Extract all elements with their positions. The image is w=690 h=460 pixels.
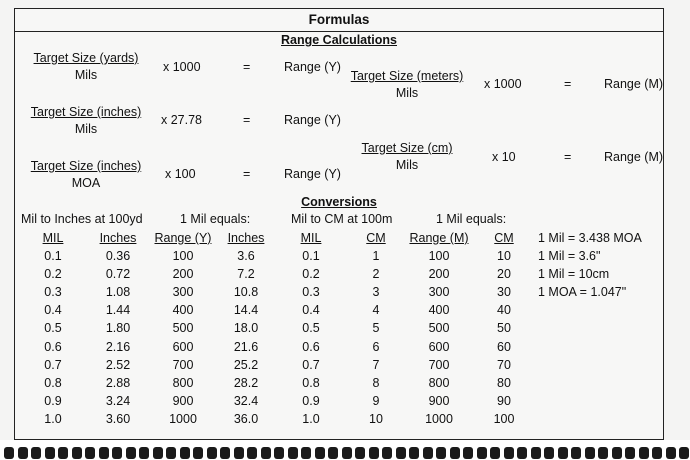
left-group-column-header: Inches xyxy=(99,231,137,245)
title-divider xyxy=(14,31,664,32)
binding-ring xyxy=(382,447,392,459)
table-cell: 5 xyxy=(372,321,380,335)
table-cell: 0.1 xyxy=(44,249,62,263)
table-cell: 8 xyxy=(372,376,380,390)
table-cell: 10 xyxy=(497,249,511,263)
left-group-column-header: Range (Y) xyxy=(154,231,212,245)
table-cell: 0.7 xyxy=(44,358,62,372)
table-cell: 500 xyxy=(172,321,194,335)
table-cell: 18.0 xyxy=(233,321,259,335)
binding-ring xyxy=(247,447,257,459)
left-group-column-header: MIL xyxy=(42,231,64,245)
table-cell: 2 xyxy=(372,267,380,281)
binding-ring xyxy=(598,447,608,459)
binding-ring xyxy=(99,447,109,459)
binding-ring xyxy=(450,447,460,459)
binding-ring xyxy=(477,447,487,459)
table-cell: 3.24 xyxy=(105,394,131,408)
formula-multiplier: x 100 xyxy=(165,167,196,181)
table-cell: 1.44 xyxy=(105,303,131,317)
binding-ring xyxy=(639,447,649,459)
table-cell: 1000 xyxy=(169,412,197,426)
table-cell: 0.8 xyxy=(44,376,62,390)
binding-ring xyxy=(301,447,311,459)
formula-equals: = xyxy=(243,113,251,127)
table-cell: 40 xyxy=(497,303,511,317)
binding-ring xyxy=(72,447,82,459)
formula-result: Range (Y) xyxy=(284,167,341,181)
table-cell: 1.0 xyxy=(44,412,62,426)
mil-to-cm-title: Mil to CM at 100m xyxy=(291,212,393,226)
table-cell: 2.88 xyxy=(105,376,131,390)
table-cell: 0.9 xyxy=(44,394,62,408)
table-cell: 800 xyxy=(428,376,450,390)
table-cell: 700 xyxy=(172,358,194,372)
table-cell: 14.4 xyxy=(233,303,259,317)
table-cell: 500 xyxy=(428,321,450,335)
range-calculations-heading: Range Calculations xyxy=(281,33,397,47)
formula-equals: = xyxy=(564,77,572,91)
table-cell: 80 xyxy=(497,376,511,390)
formula-denominator: Mils xyxy=(74,68,98,82)
formula-multiplier: x 27.78 xyxy=(161,113,203,127)
binding-ring xyxy=(4,447,14,459)
table-cell: 28.2 xyxy=(233,376,259,390)
binding-ring xyxy=(193,447,203,459)
table-cell: 800 xyxy=(172,376,194,390)
binding-ring xyxy=(180,447,190,459)
table-cell: 36.0 xyxy=(233,412,259,426)
formula-multiplier: x 1000 xyxy=(484,77,522,91)
formula-denominator: MOA xyxy=(71,176,101,190)
page-title: Formulas xyxy=(308,12,370,27)
binding-ring xyxy=(288,447,298,459)
binding-ring xyxy=(652,447,662,459)
table-cell: 90 xyxy=(497,394,511,408)
binding-ring xyxy=(679,447,689,459)
table-cell: 0.36 xyxy=(105,249,131,263)
binding-ring xyxy=(490,447,500,459)
mil-equals-inches-title: 1 Mil equals: xyxy=(180,212,251,226)
binding-ring xyxy=(355,447,365,459)
binding-ring xyxy=(369,447,379,459)
table-cell: 0.8 xyxy=(302,376,320,390)
right-group-column-header: MIL xyxy=(300,231,322,245)
table-cell: 7 xyxy=(372,358,380,372)
table-cell: 0.9 xyxy=(302,394,320,408)
formula-equals: = xyxy=(243,60,251,74)
binding-ring xyxy=(436,447,446,459)
binding-ring xyxy=(517,447,527,459)
table-cell: 300 xyxy=(428,285,450,299)
table-cell: 30 xyxy=(497,285,511,299)
binding-ring xyxy=(261,447,271,459)
conversions-heading: Conversions xyxy=(301,195,377,209)
binding-ring xyxy=(544,447,554,459)
table-cell: 0.72 xyxy=(105,267,131,281)
binding-ring xyxy=(585,447,595,459)
table-cell: 900 xyxy=(428,394,450,408)
table-cell: 1000 xyxy=(425,412,453,426)
table-cell: 0.3 xyxy=(44,285,62,299)
formula-numerator: Target Size (cm) xyxy=(361,141,453,155)
binding-ring xyxy=(18,447,28,459)
table-cell: 0.7 xyxy=(302,358,320,372)
binding-ring xyxy=(139,447,149,459)
binding-ring xyxy=(207,447,217,459)
right-group-column-header: Range (M) xyxy=(409,231,469,245)
table-cell: 21.6 xyxy=(233,340,259,354)
table-cell: 2.16 xyxy=(105,340,131,354)
table-cell: 1.0 xyxy=(302,412,320,426)
table-cell: 0.1 xyxy=(302,249,320,263)
table-cell: 200 xyxy=(172,267,194,281)
table-cell: 0.5 xyxy=(302,321,320,335)
table-cell: 7.2 xyxy=(237,267,255,281)
table-cell: 700 xyxy=(428,358,450,372)
table-cell: 100 xyxy=(493,412,515,426)
binding-ring xyxy=(328,447,338,459)
table-cell: 0.4 xyxy=(302,303,320,317)
binding-ring xyxy=(112,447,122,459)
table-cell: 400 xyxy=(428,303,450,317)
table-cell: 50 xyxy=(497,321,511,335)
formula-numerator: Target Size (yards) xyxy=(33,51,139,65)
binding-ring xyxy=(153,447,163,459)
table-cell: 3 xyxy=(372,285,380,299)
formula-result: Range (Y) xyxy=(284,113,341,127)
table-cell: 9 xyxy=(372,394,380,408)
right-group-column-header: CM xyxy=(366,231,386,245)
table-cell: 2.52 xyxy=(105,358,131,372)
formula-numerator: Target Size (inches) xyxy=(30,105,142,119)
binding-ring xyxy=(531,447,541,459)
table-cell: 600 xyxy=(172,340,194,354)
table-cell: 0.3 xyxy=(302,285,320,299)
table-cell: 0.2 xyxy=(44,267,62,281)
table-cell: 60 xyxy=(497,340,511,354)
binding-ring xyxy=(126,447,136,459)
mil-to-inches-title: Mil to Inches at 100yd xyxy=(21,212,143,226)
table-cell: 3.60 xyxy=(105,412,131,426)
table-cell: 1.80 xyxy=(105,321,131,335)
binding-ring xyxy=(409,447,419,459)
binding-ring xyxy=(342,447,352,459)
binding-ring xyxy=(423,447,433,459)
fact-mil-inches: 1 Mil = 3.6" xyxy=(538,249,601,263)
table-cell: 900 xyxy=(172,394,194,408)
binding-ring xyxy=(166,447,176,459)
table-cell: 0.6 xyxy=(44,340,62,354)
binding-ring xyxy=(612,447,622,459)
binding-ring xyxy=(396,447,406,459)
table-cell: 20 xyxy=(497,267,511,281)
table-cell: 10.8 xyxy=(233,285,259,299)
table-cell: 6 xyxy=(372,340,380,354)
binding-ring xyxy=(666,447,676,459)
table-cell: 0.2 xyxy=(302,267,320,281)
formula-equals: = xyxy=(243,167,251,181)
table-cell: 4 xyxy=(372,303,380,317)
formula-multiplier: x 1000 xyxy=(163,60,201,74)
formula-multiplier: x 10 xyxy=(492,150,516,164)
table-cell: 1.08 xyxy=(105,285,131,299)
table-cell: 3.6 xyxy=(237,249,255,263)
table-cell: 0.5 xyxy=(44,321,62,335)
binding-ring xyxy=(31,447,41,459)
binding-ring xyxy=(504,447,514,459)
table-cell: 100 xyxy=(172,249,194,263)
table-cell: 32.4 xyxy=(233,394,259,408)
formula-numerator: Target Size (meters) xyxy=(350,69,464,83)
table-cell: 200 xyxy=(428,267,450,281)
formula-denominator: Mils xyxy=(74,122,98,136)
table-cell: 300 xyxy=(172,285,194,299)
table-cell: 70 xyxy=(497,358,511,372)
table-cell: 400 xyxy=(172,303,194,317)
fact-mil-cm: 1 Mil = 10cm xyxy=(538,267,610,281)
mil-equals-cm-title: 1 Mil equals: xyxy=(436,212,507,226)
binding-ring xyxy=(85,447,95,459)
formula-numerator: Target Size (inches) xyxy=(30,159,142,173)
binding-ring xyxy=(45,447,55,459)
table-cell: 600 xyxy=(428,340,450,354)
binding-ring xyxy=(625,447,635,459)
table-cell: 1 xyxy=(372,249,380,263)
right-group-column-header: CM xyxy=(494,231,514,245)
binding-ring xyxy=(571,447,581,459)
formula-denominator: Mils xyxy=(395,158,419,172)
left-group-column-header: Inches xyxy=(227,231,265,245)
binding-ring xyxy=(558,447,568,459)
binding-ring xyxy=(274,447,284,459)
table-cell: 0.4 xyxy=(44,303,62,317)
binding-ring xyxy=(315,447,325,459)
binding-ring xyxy=(58,447,68,459)
formula-denominator: Mils xyxy=(395,86,419,100)
table-cell: 0.6 xyxy=(302,340,320,354)
formula-equals: = xyxy=(564,150,572,164)
formula-result: Range (M) xyxy=(604,77,664,91)
formula-result: Range (Y) xyxy=(284,60,341,74)
binding-ring xyxy=(234,447,244,459)
table-cell: 100 xyxy=(428,249,450,263)
table-cell: 10 xyxy=(369,412,383,426)
fact-mil-moa: 1 Mil = 3.438 MOA xyxy=(538,231,642,245)
formula-result: Range (M) xyxy=(604,150,664,164)
fact-moa-inches: 1 MOA = 1.047" xyxy=(538,285,627,299)
binding-ring xyxy=(220,447,230,459)
binding-ring xyxy=(463,447,473,459)
table-cell: 25.2 xyxy=(233,358,259,372)
